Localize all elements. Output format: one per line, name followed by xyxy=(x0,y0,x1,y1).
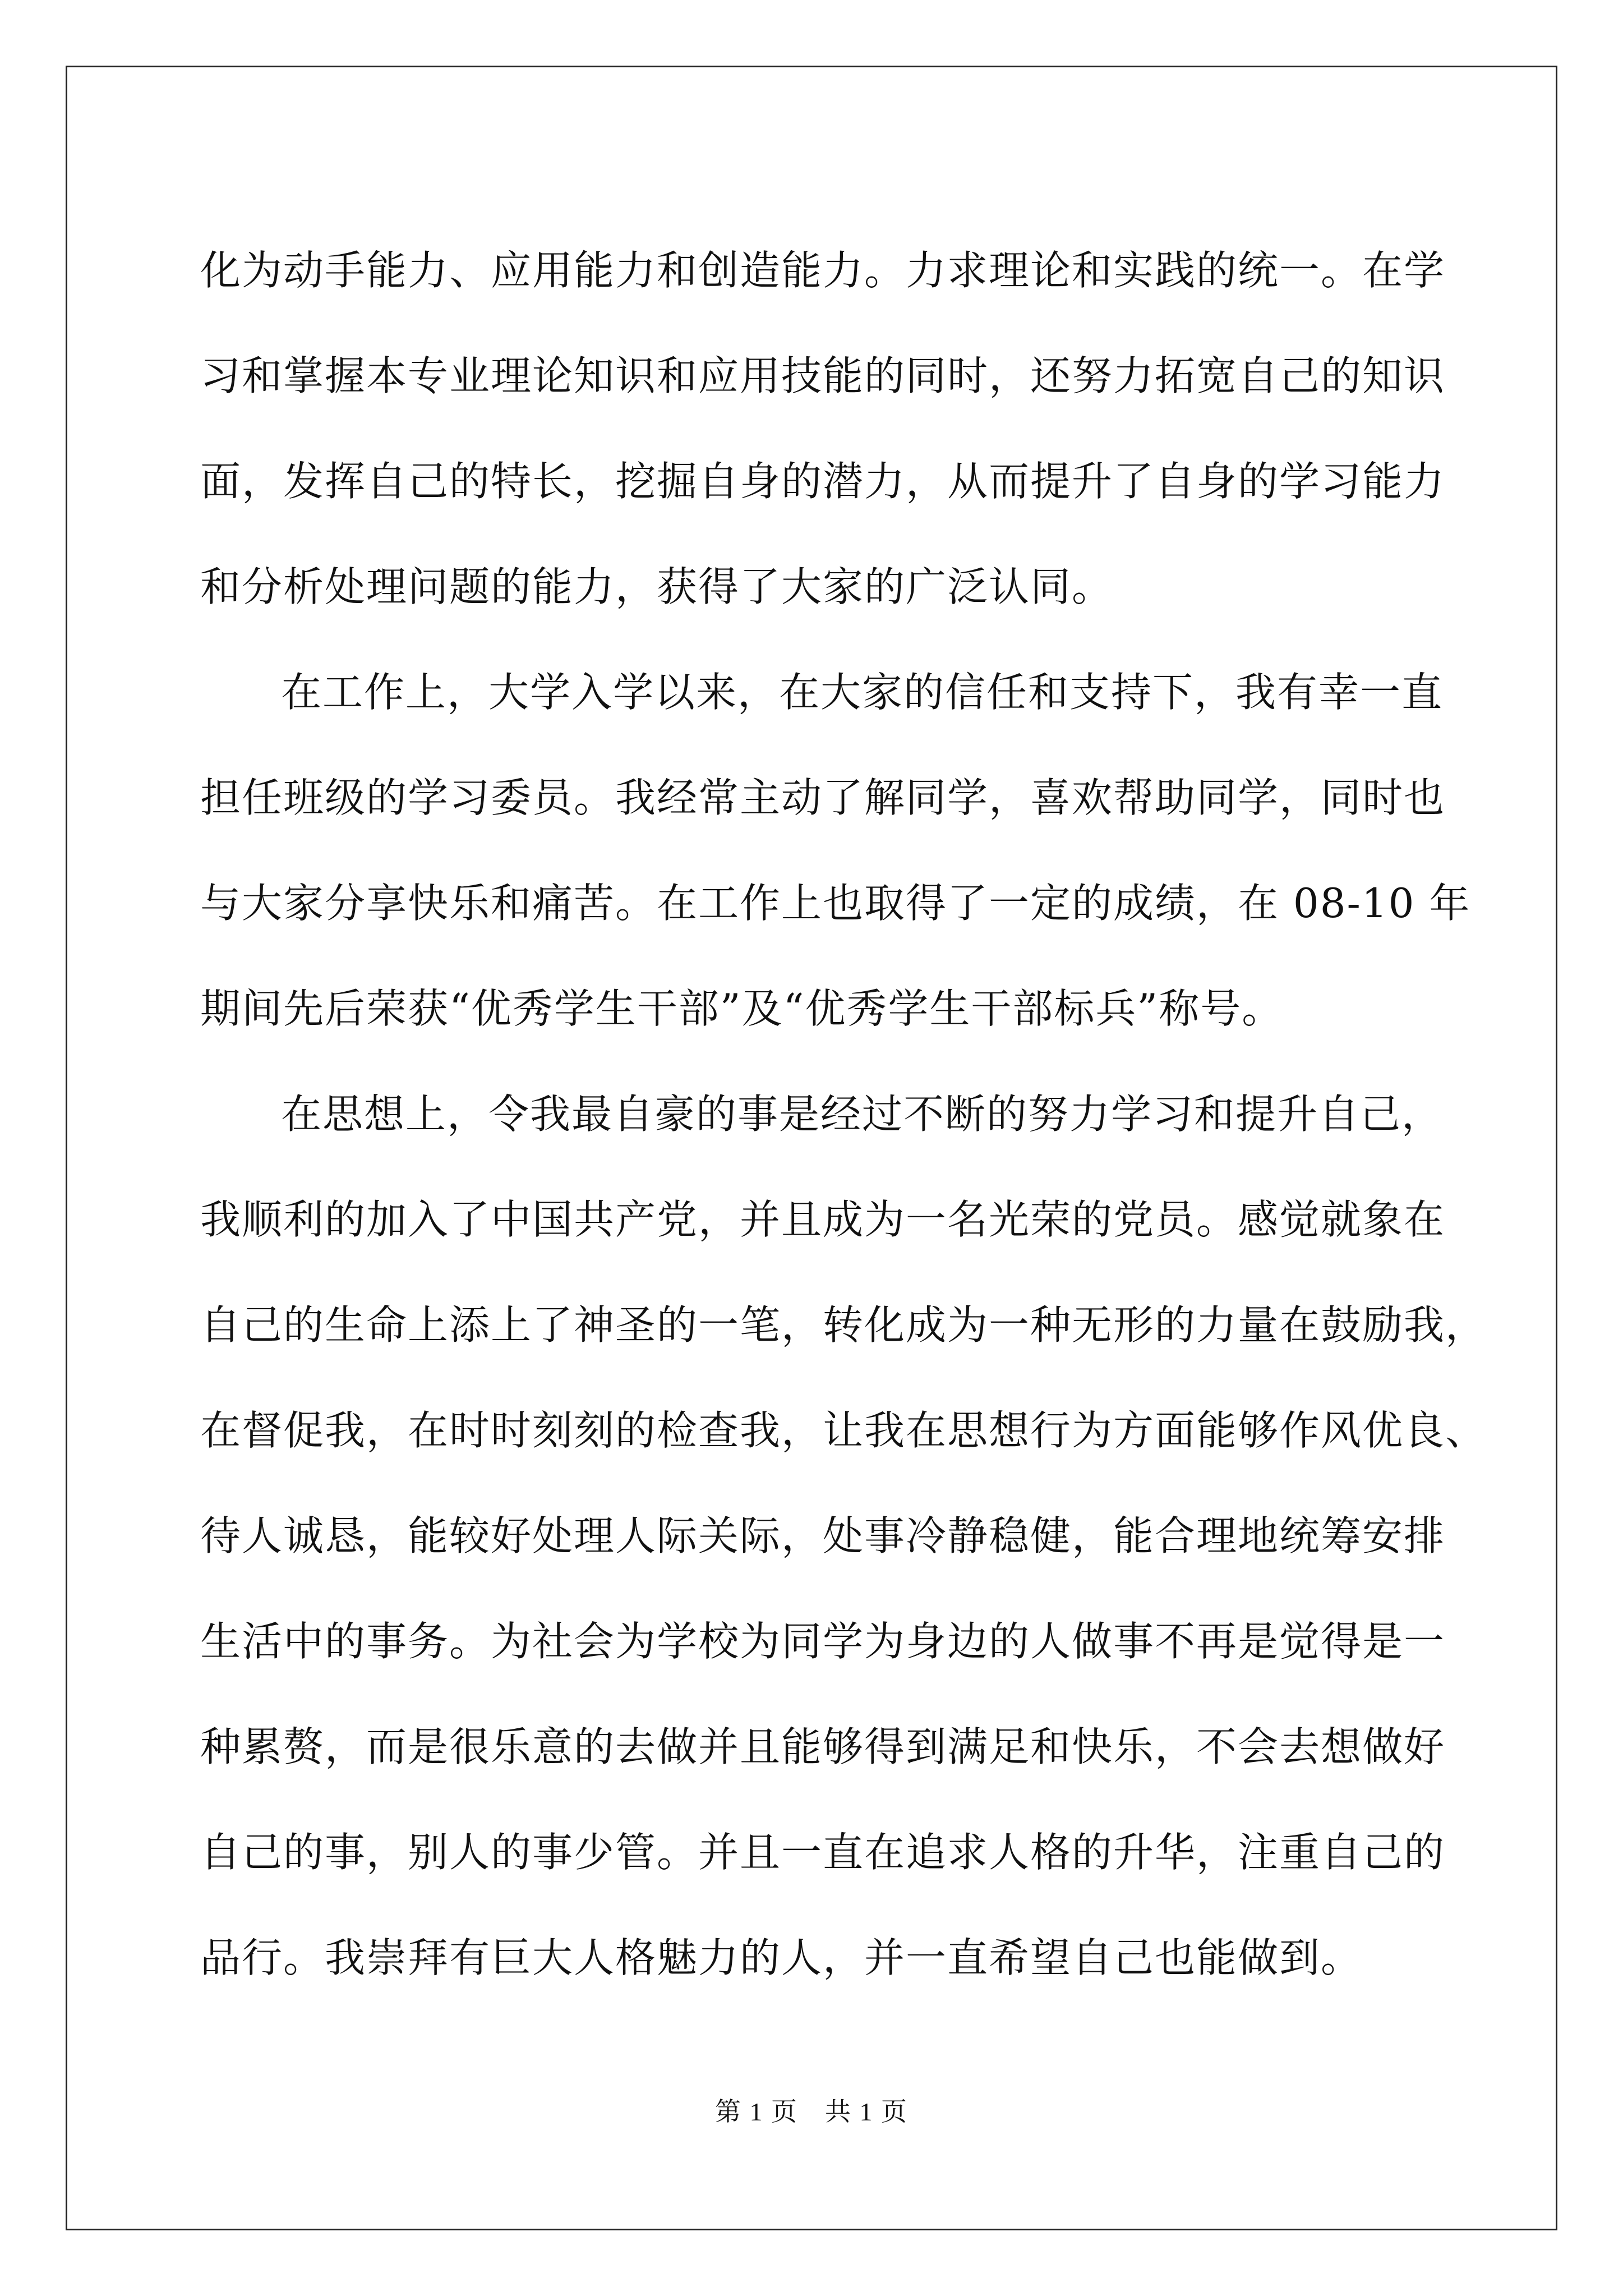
text-line-17: 品行。我崇拜有巨大人格魅力的人，并一直希望自己也能做到。 xyxy=(200,1934,1363,1981)
text-line-15: 种累赘，而是很乐意的去做并且能够得到满足和快乐，不会去想做好 xyxy=(200,1723,1446,1770)
text-line-1: 化为动手能力、应用能力和创造能力。力求理论和实践的统一。在学 xyxy=(200,247,1446,294)
text-line-5: 在工作上，大学入学以来，在大家的信任和支持下，我有幸一直 xyxy=(281,669,1444,716)
text-line-3: 面，发挥自己的特长，挖掘自身的潜力，从而提升了自身的学习能力 xyxy=(200,458,1446,505)
text-line-7: 与大家分享快乐和痛苦。在工作上也取得了一定的成绩，在 08-10 年 xyxy=(200,880,1471,927)
page-footer: 第 1 页 共 1 页 xyxy=(715,2097,908,2126)
text-line-6: 担任班级的学习委员。我经常主动了解同学，喜欢帮助同学，同时也 xyxy=(200,774,1446,821)
text-line-12: 在督促我，在时时刻刻的检查我，让我在思想行为方面能够作风优良、 xyxy=(200,1407,1487,1454)
text-line-9: 在思想上，令我最自豪的事是经过不断的努力学习和提升自己， xyxy=(281,1091,1444,1138)
text-line-2: 习和掌握本专业理论知识和应用技能的同时，还努力拓宽自己的知识 xyxy=(200,352,1446,399)
text-line-8: 期间先后荣获“优秀学生干部”及“优秀学生干部标兵”称号。 xyxy=(200,985,1284,1032)
text-line-11: 自己的生命上添上了神圣的一笔，转化成为一种无形的力量在鼓励我， xyxy=(200,1301,1487,1349)
text-line-13: 待人诚恳，能较好处理人际关际，处事冷静稳健，能合理地统筹安排 xyxy=(200,1512,1446,1559)
text-line-4: 和分析处理问题的能力，获得了大家的广泛认同。 xyxy=(200,563,1114,610)
text-line-10: 我顺利的加入了中国共产党，并且成为一名光荣的党员。感觉就象在 xyxy=(200,1196,1446,1243)
document-body xyxy=(200,218,1487,2010)
text-line-14: 生活中的事务。为社会为学校为同学为身边的人做事不再是觉得是一 xyxy=(200,1618,1446,1665)
text-line-16: 自己的事，别人的事少管。并且一直在追求人格的升华，注重自己的 xyxy=(200,1829,1446,1876)
